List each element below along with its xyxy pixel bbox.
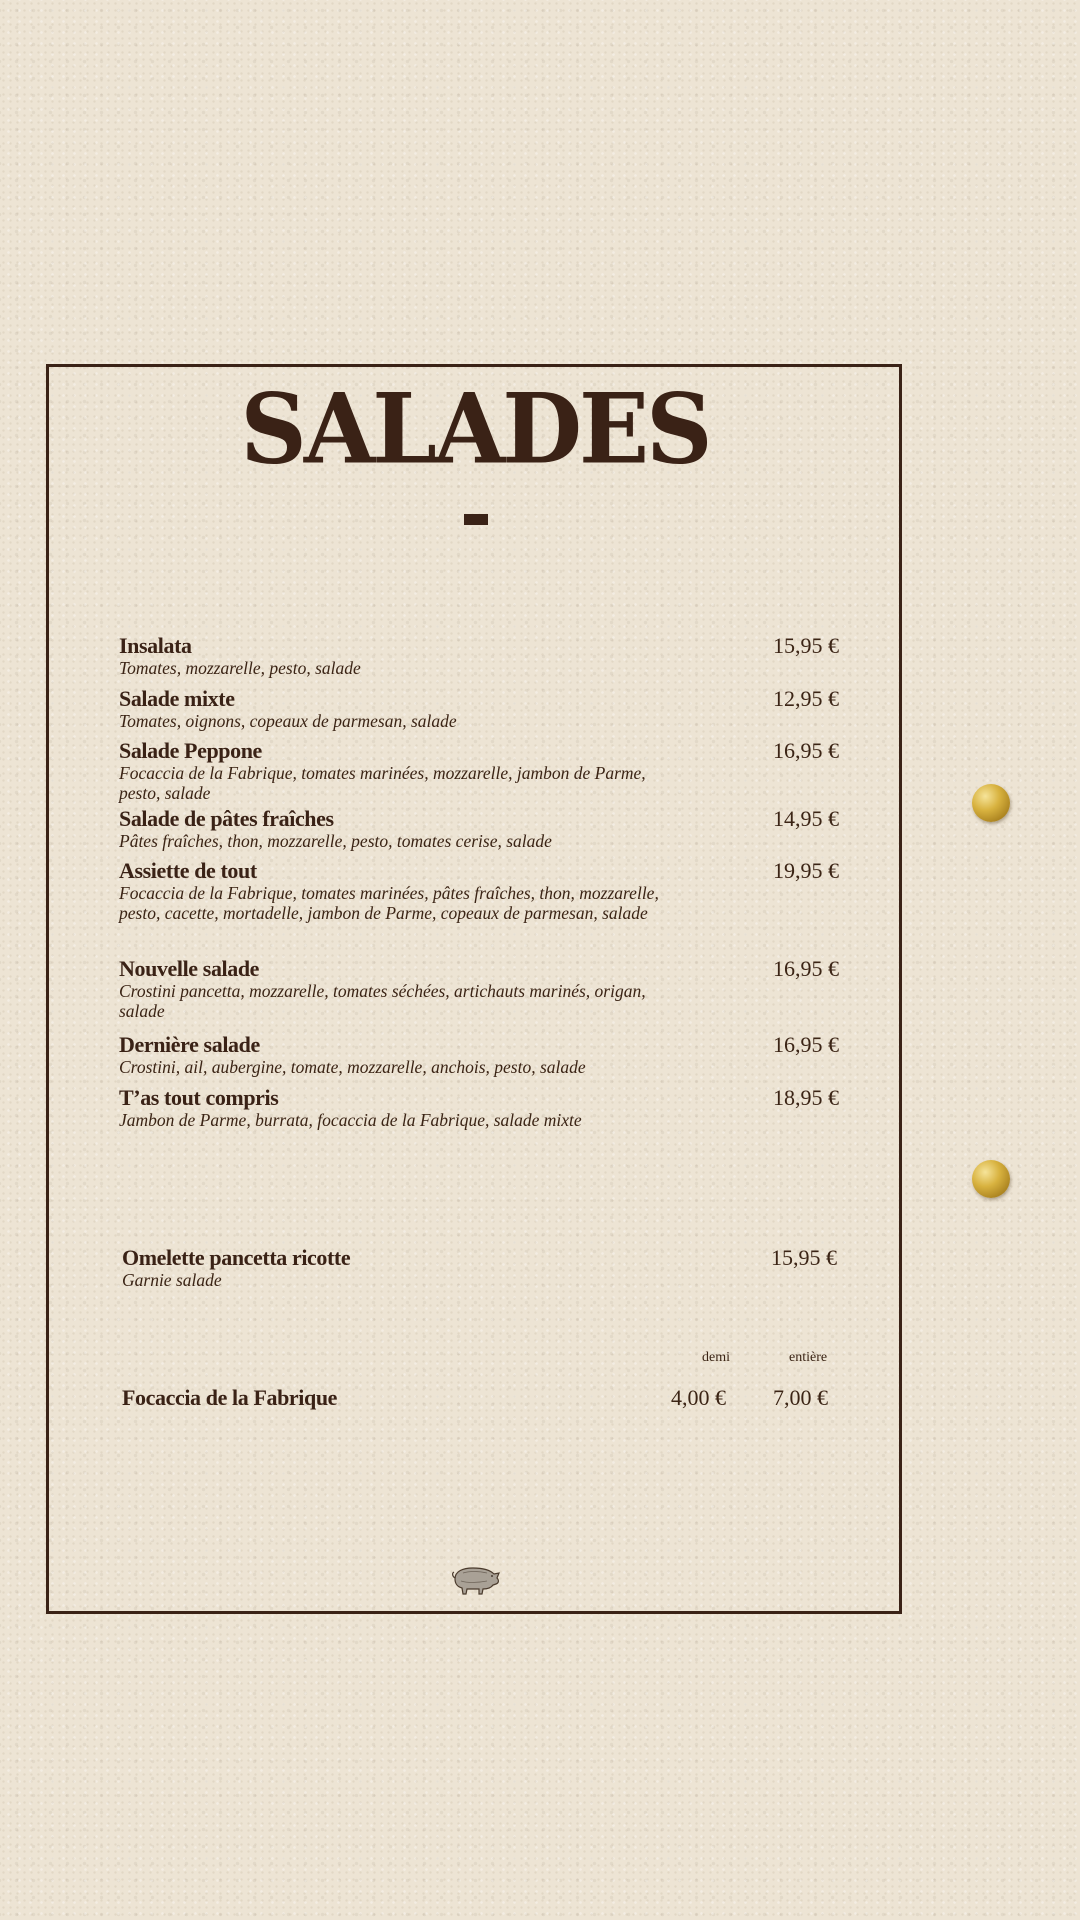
item-description: Pâtes fraîches, thon, mozzarelle, pesto, tomates cerise, salade xyxy=(119,831,552,851)
focaccia-name: Focaccia de la Fabrique xyxy=(122,1385,338,1410)
page-title: SALADES xyxy=(240,372,710,486)
item-description: Crostini, ail, aubergine, tomate, mozzarelle, anchois, pesto, salade xyxy=(119,1057,586,1077)
item-description: Focaccia de la Fabrique, tomates marinées, mozzarelle, jambon de Parme, pesto, salade xyxy=(119,763,646,803)
item-name: Salade de pâtes fraîches xyxy=(119,806,334,831)
item-price: 16,95 € xyxy=(773,1032,839,1057)
item-description: Tomates, mozzarelle, pesto, salade xyxy=(119,658,361,678)
menu-item xyxy=(119,687,839,731)
item-price: 12,95 € xyxy=(773,686,839,711)
item-price: 15,95 € xyxy=(773,633,839,658)
menu-item xyxy=(119,859,839,923)
item-name: Omelette pancetta ricotte xyxy=(122,1245,351,1270)
item-name: Salade mixte xyxy=(119,686,235,711)
item-name: Salade Peppone xyxy=(119,738,262,763)
item-description: Crostini pancetta, mozzarelle, tomates séchées, artichauts marinés, origan, salade xyxy=(119,981,646,1021)
item-name: T’as tout compris xyxy=(119,1085,279,1110)
item-price: 19,95 € xyxy=(773,858,839,883)
column-label-entiere: entière xyxy=(789,1350,828,1365)
item-description: Jambon de Parme, burrata, focaccia de la Fabrique, salade mixte xyxy=(119,1110,582,1130)
menu-item xyxy=(119,1086,839,1130)
item-name: Dernière salade xyxy=(119,1032,260,1057)
item-name: Assiette de tout xyxy=(119,858,257,883)
item-description: Garnie salade xyxy=(122,1270,222,1290)
menu-item xyxy=(119,634,839,678)
item-name: Nouvelle salade xyxy=(119,956,260,981)
brass-pin-icon xyxy=(972,1160,1010,1198)
focaccia-price-demi: 4,00 € xyxy=(671,1385,726,1410)
menu-item xyxy=(119,957,839,1021)
column-label-demi: demi xyxy=(702,1350,730,1365)
item-description: Focaccia de la Fabrique, tomates marinées, pâtes fraîches, thon, mozzarelle, pesto, cacette, mortadelle, jambon de Parme, copeaux de parmesan, salade xyxy=(119,883,659,923)
brass-pin-icon xyxy=(972,784,1010,822)
menu-item xyxy=(119,807,839,851)
item-price: 18,95 € xyxy=(773,1085,839,1110)
item-price: 16,95 € xyxy=(773,738,839,763)
item-price: 16,95 € xyxy=(773,956,839,981)
title-dash xyxy=(464,514,488,525)
item-name: Insalata xyxy=(119,633,192,658)
pig-icon xyxy=(449,1561,501,1597)
omelette-item xyxy=(122,1246,837,1290)
item-description: Tomates, oignons, copeaux de parmesan, salade xyxy=(119,711,457,731)
menu-item xyxy=(119,739,839,803)
item-price: 14,95 € xyxy=(773,806,839,831)
item-price: 15,95 € xyxy=(771,1245,837,1270)
menu-item xyxy=(119,1033,839,1077)
focaccia-price-entiere: 7,00 € xyxy=(773,1385,828,1410)
